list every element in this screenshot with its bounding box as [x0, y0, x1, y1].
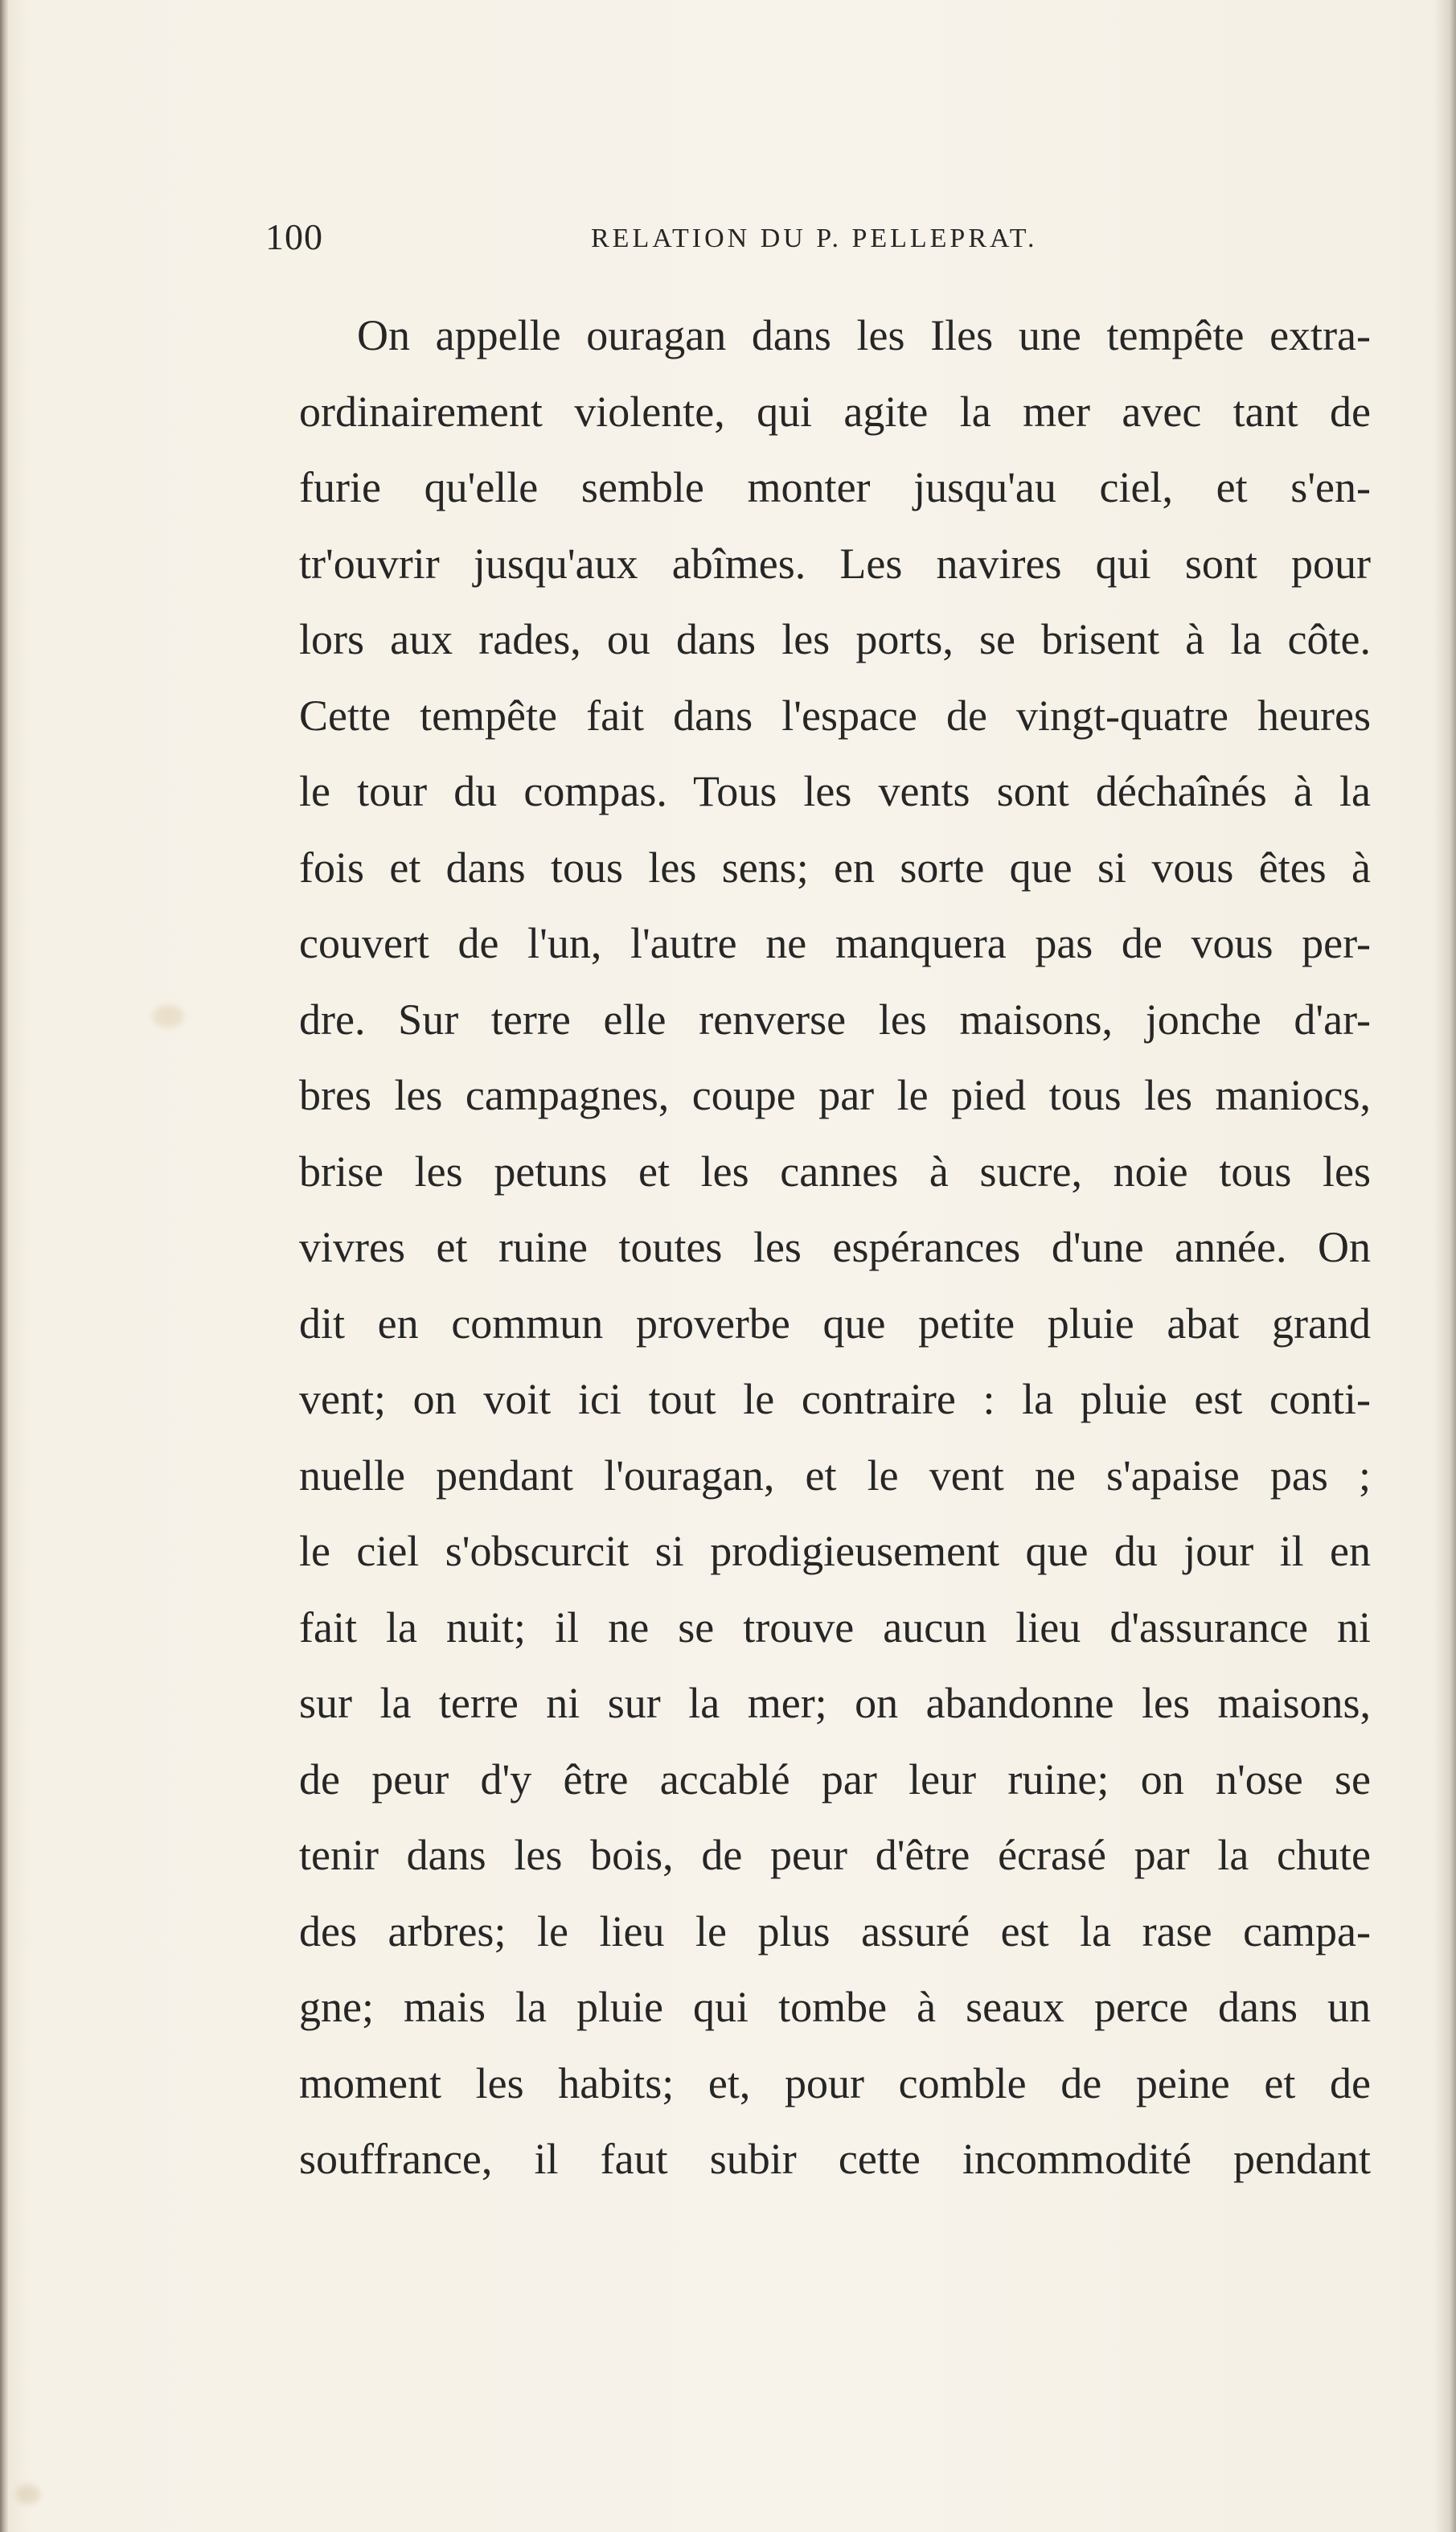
body-text: [299, 298, 1371, 2198]
text-line: fait la nuit; il ne se trouve aucun lieu d'assurance ni: [299, 1603, 1371, 1652]
text-line: bres les campagnes, coupe par le pied tous les maniocs,: [299, 1071, 1371, 1119]
paper-stain: [16, 2485, 40, 2504]
page-number: 100: [265, 216, 323, 257]
running-head: [265, 213, 1367, 261]
text-line: On appelle ouragan dans les Iles une tempête extra-: [357, 311, 1371, 359]
text-line: vent; on voit ici tout le contraire : la pluie est conti-: [299, 1375, 1371, 1423]
paper-stain: [153, 1005, 183, 1028]
text-line: dit en commun proverbe que petite pluie abat grand: [299, 1299, 1371, 1348]
text-line: de peur d'y être accablé par leur ruine; on n'ose se: [299, 1754, 1371, 1804]
text-line: le ciel s'obscurcit si prodigieusement que du jour il en: [299, 1527, 1371, 1575]
text-line: nuelle pendant l'ouragan, et le vent ne s'apaise pas ;: [299, 1451, 1371, 1500]
text-line: le tour du compas. Tous les vents sont déchaînés à la: [299, 767, 1371, 815]
page-right-edge: [1433, 0, 1456, 2532]
text-line: tenir dans les bois, de peur d'être écrasé par la chute: [299, 1831, 1371, 1879]
text-line: furie qu'elle semble monter jusqu'au ciel, et s'en-: [299, 463, 1371, 511]
text-line: moment les habits; et, pour comble de peine et de: [299, 2058, 1371, 2107]
text-line: brise les petuns et les cannes à sucre, noie tous les: [299, 1147, 1371, 1196]
text-line: Cette tempête fait dans l'espace de vingt-quatre heures: [299, 691, 1371, 740]
text-line: lors aux rades, ou dans les ports, se brisent à la côte.: [299, 615, 1371, 663]
text-line: vivres et ruine toutes les espérances d'une année. On: [299, 1223, 1371, 1271]
text-line: dre. Sur terre elle renverse les maisons, jonche d'ar-: [299, 995, 1371, 1044]
text-line: fois et dans tous les sens; en sorte que si vous êtes à: [299, 843, 1371, 892]
text-line: des arbres; le lieu le plus assuré est la rase campa-: [299, 1906, 1371, 1955]
text-line: gne; mais la pluie qui tombe à seaux perce dans un: [299, 1983, 1371, 2031]
text-line: souffrance, il faut subir cette incommodité pendant: [299, 2135, 1371, 2183]
text-line: ordinairement violente, qui agite la mer avec tant de: [299, 387, 1371, 436]
text-line: sur la terre ni sur la mer; on abandonne les maisons,: [299, 1679, 1371, 1727]
page-binding-edge: [0, 0, 8, 2532]
text-line: couvert de l'un, l'autre ne manquera pas de vous per-: [299, 919, 1371, 967]
running-title: RELATION DU P. PELLEPRAT.: [591, 224, 1038, 253]
text-line: tr'ouvrir jusqu'aux abîmes. Les navires qui sont pour: [299, 539, 1371, 588]
